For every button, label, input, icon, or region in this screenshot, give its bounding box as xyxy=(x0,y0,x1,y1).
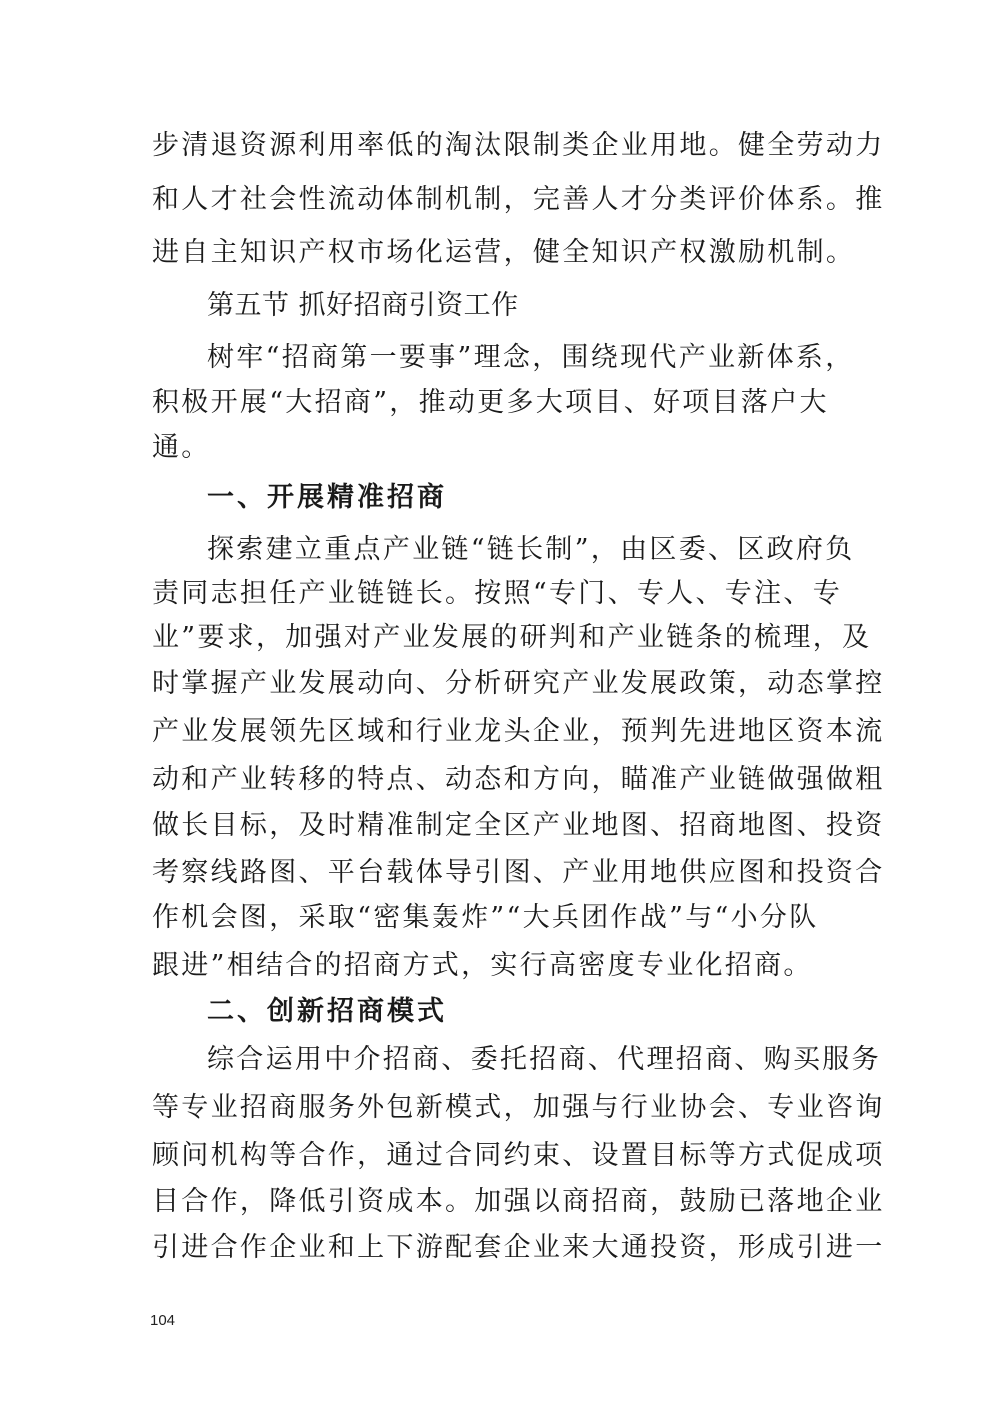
subsection-title: 一、开展精准招商 xyxy=(207,482,447,513)
paragraph-line: 产业发展领先区域和行业龙头企业，预判先进地区资本流 xyxy=(152,716,885,747)
paragraph-line: 时掌握产业发展动向、分析研究产业发展政策，动态掌控 xyxy=(152,668,885,699)
paragraph-line: 跟进”相结合的招商方式，实行高密度专业化招商。 xyxy=(152,950,813,981)
paragraph-line: 等专业招商服务外包新模式，加强与行业协会、专业咨询 xyxy=(152,1092,885,1123)
paragraph-line: 业”要求，加强对产业发展的研判和产业链条的梳理，及 xyxy=(152,622,872,653)
paragraph-line: 目合作，降低引资成本。加强以商招商，鼓励已落地企业 xyxy=(152,1186,885,1217)
paragraph-line: 积极开展“大招商”，推动更多大项目、好项目落户大 xyxy=(152,387,829,418)
paragraph-line: 树牢“招商第一要事”理念，围绕现代产业新体系， xyxy=(207,342,855,373)
section-title: 第五节 抓好招商引资工作 xyxy=(207,290,519,321)
paragraph-line: 和人才社会性流动体制机制，完善人才分类评价体系。推 xyxy=(152,184,885,215)
paragraph-line: 顾问机构等合作，通过合同约束、设置目标等方式促成项 xyxy=(152,1140,885,1171)
paragraph-line: 引进合作企业和上下游配套企业来大通投资，形成引进一 xyxy=(152,1232,885,1263)
paragraph-line: 作机会图，采取“密集轰炸”“大兵团作战”与“小分队 xyxy=(152,902,819,933)
page-number: 104 xyxy=(150,1312,176,1329)
paragraph-line: 进自主知识产权市场化运营，健全知识产权激励机制。 xyxy=(152,237,856,268)
paragraph-line: 责同志担任产业链链长。按照“专门、专人、专注、专 xyxy=(152,578,843,609)
paragraph-line: 做长目标，及时精准制定全区产业地图、招商地图、投资 xyxy=(152,810,885,841)
paragraph-line: 综合运用中介招商、委托招商、代理招商、购买服务 xyxy=(207,1044,881,1075)
paragraph-line: 动和产业转移的特点、动态和方向，瞄准产业链做强做粗 xyxy=(152,764,885,795)
subsection-title: 二、创新招商模式 xyxy=(207,996,447,1027)
paragraph-line: 步清退资源利用率低的淘汰限制类企业用地。健全劳动力 xyxy=(152,130,885,161)
paragraph-line: 考察线路图、平台载体导引图、产业用地供应图和投资合 xyxy=(152,857,885,888)
paragraph-line: 通。 xyxy=(152,432,211,463)
paragraph-line: 探索建立重点产业链“链长制”，由区委、区政府负 xyxy=(207,534,855,565)
